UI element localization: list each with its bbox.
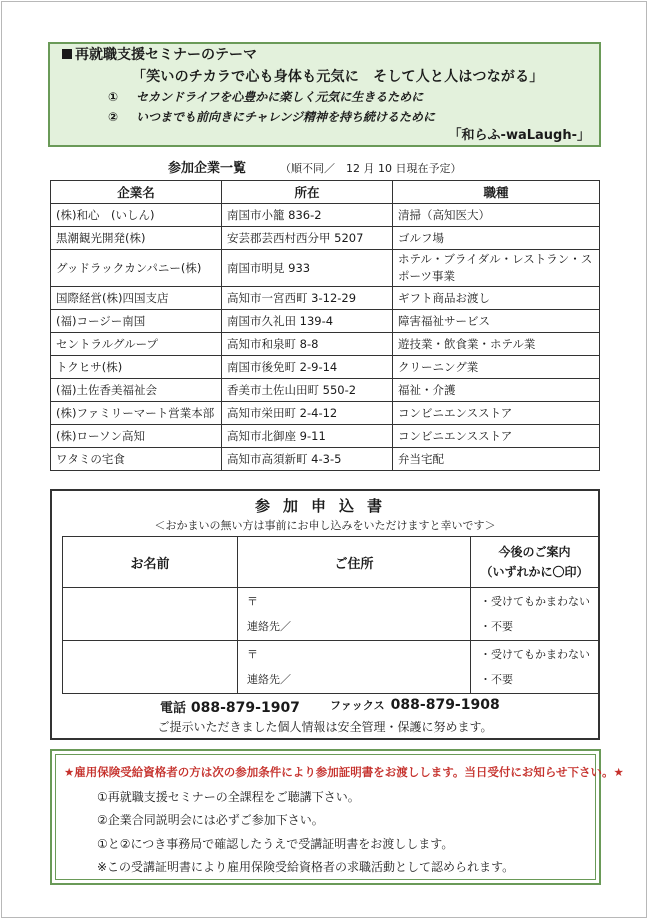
contact-label: 連絡先／ (247, 620, 291, 633)
notice-line-2: ②企業合同説明会には必ずご参加下さい。 (97, 813, 324, 827)
postal-mark: 〒 (247, 648, 258, 661)
company-job-cell: 障害福祉サービス (393, 310, 600, 333)
guide-options-2[interactable] (471, 641, 599, 694)
form-row-1 (63, 588, 599, 641)
contact-label: 連絡先／ (247, 673, 291, 686)
company-location-cell: 香美市土佐山田町 550-2 (222, 379, 393, 402)
theme-main: 「笑いのチカラで心も身体も元気に そして人と人はつながる」 (132, 69, 544, 85)
company-location-cell: 安芸郡芸西村西分甲 5207 (222, 227, 393, 250)
company-job-cell: コンビニエンスストア (393, 425, 600, 448)
option-no[interactable]: ・不要 (480, 620, 513, 633)
tel-number (160, 697, 300, 716)
company-row (51, 448, 600, 471)
company-row (51, 227, 600, 250)
theme-point-num: ② (108, 110, 119, 124)
address-field-1[interactable] (238, 588, 471, 641)
notice-line-4: ※この受講証明書により雇用保険受給資格者の求職活動として認められます。 (97, 860, 515, 874)
company-job-cell: ゴルフ場 (393, 227, 600, 250)
company-row (51, 333, 600, 356)
theme-point-num: ① (108, 90, 119, 104)
company-name-cell: グッドラックカンパニー(株) (51, 250, 222, 287)
theme-point-1 (108, 88, 423, 105)
company-location-cell: 南国市小籠 836-2 (222, 204, 393, 227)
company-list-note: （順不同／ 12 月 10 日現在予定） (280, 162, 462, 175)
company-job-cell: 遊技業・飲食業・ホテル業 (393, 333, 600, 356)
theme-point-text: セカンドライフを心豊かに楽しく元気に生きるために (136, 90, 424, 104)
company-row (51, 310, 600, 333)
company-location-cell: 高知市高須新町 4-3-5 (222, 448, 393, 471)
guide-options-1[interactable] (471, 588, 599, 641)
company-name-cell: (株)和心 (いしん) (51, 204, 222, 227)
notice-heading: ★雇用保険受給資格者の方は次の参加条件により参加証明書をお渡しします。当日受付にお知らせ下さい。★ (64, 765, 624, 779)
company-job-cell: 清掃（高知医大） (393, 204, 600, 227)
company-job-cell: 弁当宅配 (393, 448, 600, 471)
header-location: 所在 (222, 181, 393, 204)
tel-label: 電話 (160, 701, 187, 716)
theme-brand: 「和らふ-waLaugh-」 (448, 128, 590, 143)
theme-heading-text: 再就職支援セミナーのテーマ (75, 47, 257, 63)
company-name-cell: 国際経営(株)四国支店 (51, 287, 222, 310)
square-bullet-icon (62, 49, 72, 59)
company-location-cell: 高知市和泉町 8-8 (222, 333, 393, 356)
company-job-cell: 福祉・介護 (393, 379, 600, 402)
company-location-cell: 南国市後免町 2-9-14 (222, 356, 393, 379)
notice-line-3: ①と②につき事務局で確認したうえで受講証明書をお渡しします。 (97, 837, 454, 851)
header-job: 職種 (393, 181, 600, 204)
company-location-cell: 高知市栄田町 2-4-12 (222, 402, 393, 425)
privacy-note: ご提示いただきました個人情報は安全管理・保護に努めます。 (157, 720, 493, 734)
company-row (51, 356, 600, 379)
fax-number (330, 697, 500, 713)
form-row-2 (63, 641, 599, 694)
company-name-cell: (株)ローソン高知 (51, 425, 222, 448)
company-row (51, 425, 600, 448)
company-location-cell: 高知市一宮西町 3-12-29 (222, 287, 393, 310)
name-header: お名前 (63, 537, 238, 588)
company-job-cell: コンビニエンスストア (393, 402, 600, 425)
company-job-cell: クリーニング業 (393, 356, 600, 379)
company-table-header (51, 181, 600, 204)
name-field-2[interactable] (63, 641, 238, 694)
company-name-cell: 黒潮観光開発(株) (51, 227, 222, 250)
theme-heading (62, 44, 257, 64)
postal-mark: 〒 (247, 595, 258, 608)
option-no[interactable]: ・不要 (480, 673, 513, 686)
company-job-cell: ホテル・ブライダル・レストラン・スポーツ事業 (393, 250, 600, 287)
theme-point-2 (108, 108, 435, 125)
address-header: ご住所 (238, 537, 471, 588)
name-field-1[interactable] (63, 588, 238, 641)
company-row (51, 250, 600, 287)
company-table (50, 180, 600, 471)
guide-header-line1: 今後のご案内 (498, 545, 571, 559)
tel-value: 088-879-1907 (190, 700, 300, 716)
notice-line-1: ①再就職支援セミナーの全課程をご聴講下さい。 (97, 790, 360, 804)
company-name-cell: (福)土佐香美福祉会 (51, 379, 222, 402)
company-name-cell: (株)ファミリーマート営業本部 (51, 402, 222, 425)
company-name-cell: トクヒサ(株) (51, 356, 222, 379)
application-subtitle: ＜おかまいの無い方は事前にお申し込みをいただけますと幸いです＞ (154, 519, 496, 532)
company-list-title: 参加企業一覧 (168, 161, 247, 176)
company-location-cell: 南国市明見 933 (222, 250, 393, 287)
company-row (51, 287, 600, 310)
fax-value: 088-879-1908 (390, 697, 500, 713)
fax-label: ファックス (330, 699, 385, 712)
company-name-cell: セントラルグループ (51, 333, 222, 356)
company-name-cell: ワタミの宅食 (51, 448, 222, 471)
company-row (51, 402, 600, 425)
guide-header (471, 537, 599, 588)
company-name-cell: (福)コージー南国 (51, 310, 222, 333)
application-form-table (62, 536, 599, 694)
header-company: 企業名 (51, 181, 222, 204)
company-job-cell: ギフト商品お渡し (393, 287, 600, 310)
company-row (51, 204, 600, 227)
address-field-2[interactable] (238, 641, 471, 694)
application-title: 参加申込書 (254, 497, 395, 515)
option-yes[interactable]: ・受けてもかまわない (480, 595, 590, 608)
guide-header-line2: （いずれかに〇印） (480, 565, 589, 579)
company-location-cell: 南国市久礼田 139-4 (222, 310, 393, 333)
company-row (51, 379, 600, 402)
company-location-cell: 高知市北御座 9-11 (222, 425, 393, 448)
theme-point-text: いつまでも前向きにチャレンジ精神を持ち続けるために (136, 110, 436, 124)
option-yes[interactable]: ・受けてもかまわない (480, 648, 590, 661)
